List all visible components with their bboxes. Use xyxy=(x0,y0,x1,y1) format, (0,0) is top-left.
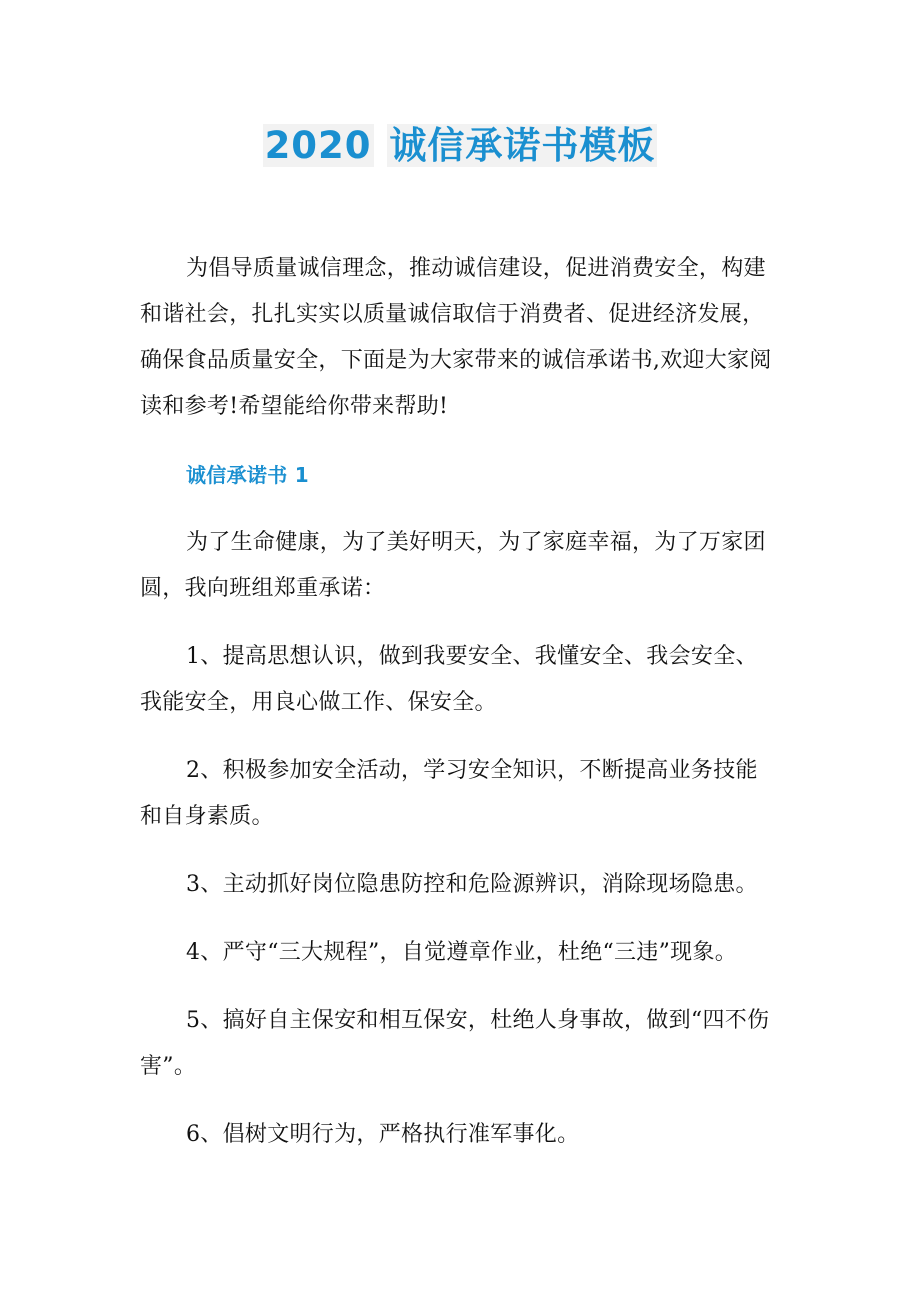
title-block xyxy=(0,120,920,172)
list-item: 4、严守“三大规程”，自觉遵章作业，杜绝“三违”现象。 xyxy=(186,940,738,965)
title-text: 诚信承诺书模板 xyxy=(389,124,656,167)
list-item: 3、主动抓好岗位隐患防控和危险源辨识，消除现场隐患。 xyxy=(186,872,758,897)
section-heading: 诚信承诺书 1 xyxy=(186,463,309,487)
title-year: 2020 xyxy=(264,124,372,167)
intro-paragraph: 为倡导质量诚信理念，推动诚信建设，促进消费安全，构建和谐社会，扎扎实实以质量诚信取信于消费者、促进经济发展，确保食品质量安全，下面是为大家带来的诚信承诺书,欢迎大家阅读和参考!希望能给你带来帮助! xyxy=(140,256,772,419)
document-body xyxy=(140,246,780,1158)
list-item: 5、搞好自主保安和相互保安，杜绝人身事故，做到“四不伤害”。 xyxy=(140,1008,770,1079)
list-item: 6、倡树文明行为，严格执行准军事化。 xyxy=(186,1122,580,1147)
opening-paragraph: 为了生命健康，为了美好明天，为了家庭幸福，为了万家团圆，我向班组郑重承诺： xyxy=(140,530,766,601)
page-title xyxy=(263,120,658,172)
list-item: 2、积极参加安全活动，学习安全知识，不断提高业务技能和自身素质。 xyxy=(140,758,758,829)
list-item: 1、提高思想认识，做到我要安全、我懂安全、我会安全、我能安全，用良心做工作、保安全。 xyxy=(140,644,758,715)
